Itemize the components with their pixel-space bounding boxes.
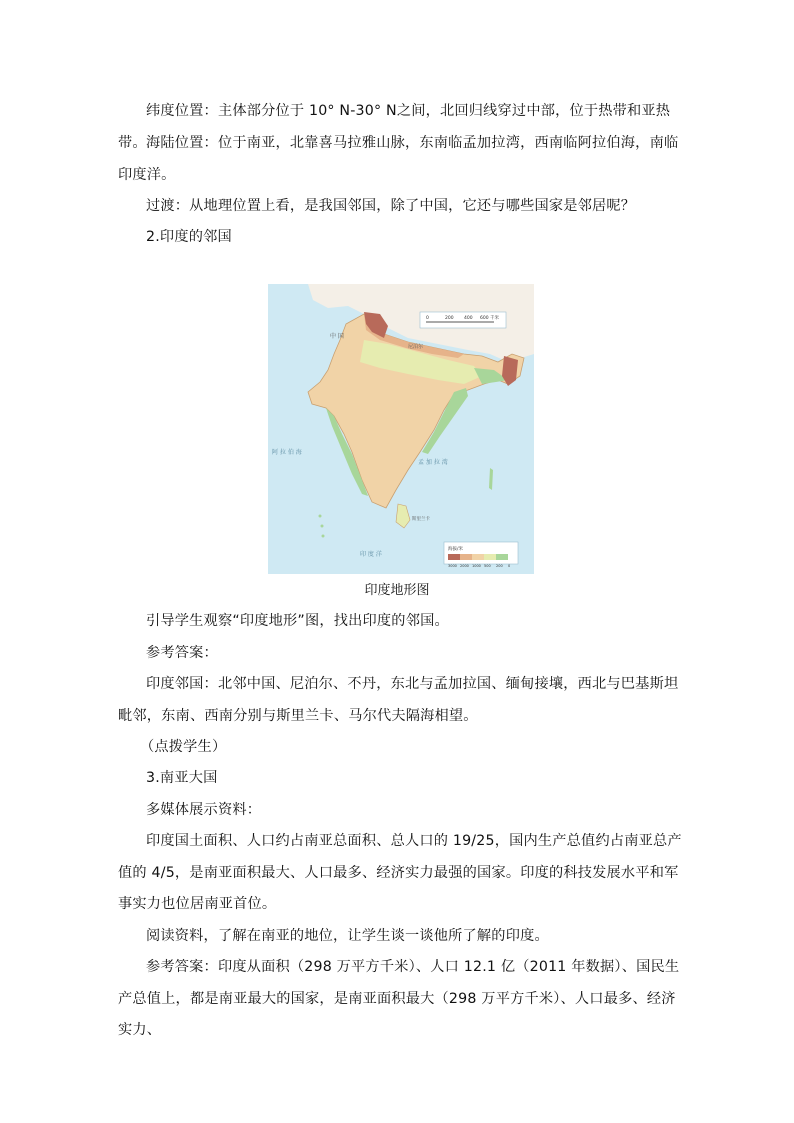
legend-swatch [472, 554, 484, 560]
maldives-island [322, 535, 325, 538]
maldives-island [319, 515, 322, 518]
paragraph-sea-land-position: 海陆位置：位于南亚，北靠喜马拉雅山脉，东南临孟加拉湾，西南临阿拉伯海，南临印度洋。 [118, 135, 679, 183]
paragraph-answer-label: 参考答案： [146, 645, 218, 661]
legend-swatch [496, 554, 508, 560]
section-heading-neighbors: 2.印度的邻国 [146, 229, 232, 245]
paragraph-latitude: 纬度位置：主体部分位于 10° N-30° N之间，北回归线穿过中部，位于热带和亚热带。 [118, 103, 671, 151]
paragraph-material: 印度国土面积、人口约占南亚总面积、总人口的 19/25，国内生产总值约占南亚总产值的 4/5，是南亚面积最大、人口最多、经济实力最强的国家。印度的科技发展水平和军事实力也位居南亚首位。 [118, 833, 682, 912]
legend-swatch [460, 554, 472, 560]
legend-value: 1000 [472, 564, 481, 568]
paragraph-reading: 阅读资料，了解在南亚的地位，让学生谈一谈他所了解的印度。 [146, 928, 549, 944]
label-arabian-sea: 阿 拉 伯 海 [272, 449, 302, 456]
legend-swatch [484, 554, 496, 560]
label-bay-of-bengal: 孟 加 拉 湾 [418, 459, 448, 466]
legend-box [444, 542, 518, 564]
legend-value: 500 [484, 564, 491, 568]
scale-tick-label: 600 千米 [480, 316, 500, 321]
figure-caption: 印度地形图 [364, 583, 430, 598]
paragraph-multimedia: 多媒体展示资料： [146, 802, 262, 818]
paragraph-neighbors-answer: 印度邻国：北邻中国、尼泊尔、不丹，东北与孟加拉国、缅甸接壤，西北与巴基斯坦毗邻，东南、西南分别与斯里兰卡、马尔代夫隔海相望。 [118, 676, 679, 724]
legend-value: 200 [496, 564, 503, 568]
paragraph-final-answer: 参考答案：印度从面积（298 万平方千米）、人口 12.1 亿（2011 年数据）、国民生产总值上，都是南亚最大的国家，是南亚面积最大（298 万平方千米）、人口最多、经济实力、 [118, 959, 680, 1038]
label-china: 中 国 [330, 333, 344, 340]
section-heading-south-asia: 3.南亚大国 [146, 770, 218, 786]
legend-value: 2000 [460, 564, 469, 568]
legend-swatch [448, 554, 460, 560]
india-map-svg [268, 284, 534, 574]
scale-tick-label: 200 [445, 316, 454, 321]
label-indian-ocean: 印 度 洋 [360, 551, 382, 558]
legend-value: 3000 [448, 564, 457, 568]
scale-tick-label: 0 [426, 316, 429, 321]
paragraph-guide-students: 引导学生观察“印度地形”图，找出印度的邻国。 [146, 613, 449, 629]
legend-value: 0 [508, 564, 511, 568]
maldives-island [321, 525, 324, 528]
legend-title: 海拔/米 [448, 547, 464, 552]
label-sri-lanka: 斯里兰卡 [412, 517, 430, 522]
label-nepal: 尼泊尔 [408, 344, 424, 350]
paragraph-hint: （点拨学生） [140, 739, 227, 755]
india-terrain-map [268, 284, 534, 574]
scale-tick-label: 400 [464, 316, 473, 321]
paragraph-transition: 过渡：从地理位置上看，是我国邻国，除了中国，它还与哪些国家是邻居呢？ [146, 198, 636, 214]
